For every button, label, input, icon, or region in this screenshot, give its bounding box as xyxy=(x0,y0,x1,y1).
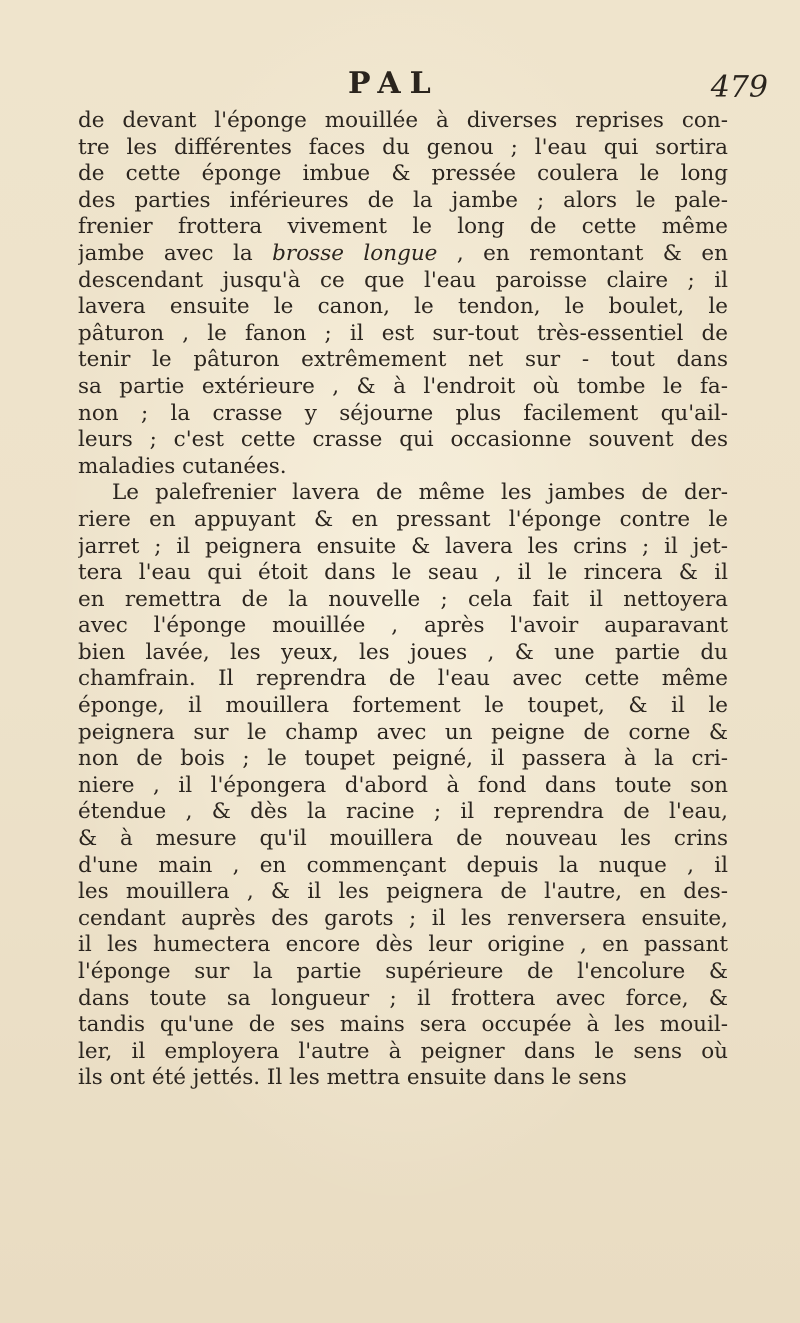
text-line: tre les différentes faces du genou ; l'eau qui sortira xyxy=(78,134,728,160)
page-header xyxy=(0,62,800,110)
text-line: dans toute sa longueur ; il frottera avec force, & xyxy=(78,985,728,1011)
text-line: en remettra de la nouvelle ; cela fait il nettoyera xyxy=(78,586,728,612)
text-line: avec l'éponge mouillée , après l'avoir auparavant xyxy=(78,613,728,639)
text-line: éponge, il mouillera fortement le toupet, & il le xyxy=(78,693,728,719)
text-line: jambe avec la brosse longue , en remontant & en xyxy=(78,240,728,266)
text-line: étendue , & dès la racine ; il reprendra de l'eau, xyxy=(78,799,728,825)
text-line: d'une main , en commençant depuis la nuque , il xyxy=(78,852,728,878)
text-line: peignera sur le champ avec un peigne de corne & xyxy=(78,719,728,745)
text-line: chamfrain. Il reprendra de l'eau avec cette même xyxy=(78,666,728,692)
text-line: les mouillera , & il les peignera de l'autre, en des- xyxy=(78,879,728,905)
text-line: Le palefrenier lavera de même les jambes de der- xyxy=(112,480,728,506)
text-line: descendant jusqu'à ce que l'eau paroisse claire ; il xyxy=(78,267,728,293)
text-line: tenir le pâturon extrêmement net sur - tout dans xyxy=(78,347,728,373)
text-line: leurs ; c'est cette crasse qui occasionne souvent des xyxy=(78,427,728,453)
text-line: jarret ; il peignera ensuite & lavera les crins ; il jet- xyxy=(78,533,728,559)
text-line: pâturon , le fanon ; il est sur-tout très-essentiel de xyxy=(78,320,728,346)
text-line: non de bois ; le toupet peigné, il passera à la cri- xyxy=(78,746,728,772)
text-line: ler, il employera l'autre à peigner dans le sens où xyxy=(78,1038,728,1064)
page-number: 479 xyxy=(710,70,768,105)
text-line: de cette éponge imbue & pressée coulera le long xyxy=(78,161,728,187)
body-text xyxy=(78,108,728,1092)
text-line: sa partie extérieure , & à l'endroit où tombe le fa- xyxy=(78,373,728,399)
text-line: niere , il l'épongera d'abord à fond dans toute son xyxy=(78,772,728,798)
text-line: frenier frottera vivement le long de cette même xyxy=(78,214,728,240)
text-line: cendant auprès des garots ; il les renversera ensuite, xyxy=(78,905,728,931)
text-line: de devant l'éponge mouillée à diverses reprises con- xyxy=(78,108,728,133)
text-line: tera l'eau qui étoit dans le seau , il le rincera & il xyxy=(78,560,728,586)
italic-term: brosse longue xyxy=(272,240,438,266)
text-line: maladies cutanées. xyxy=(78,453,287,479)
text-line: non ; la crasse y séjourne plus facilement qu'ail- xyxy=(78,400,728,426)
text-line: bien lavée, les yeux, les joues , & une partie du xyxy=(78,639,728,665)
text-line: des parties inférieures de la jambe ; alors le pale- xyxy=(78,187,728,213)
text-line: tandis qu'une de ses mains sera occupée à les mouil- xyxy=(78,1012,728,1038)
text-line: & à mesure qu'il mouillera de nouveau les crins xyxy=(78,826,728,852)
text-line: ils ont été jettés. Il les mettra ensuite dans le sens xyxy=(78,1065,627,1091)
text-line: lavera ensuite le canon, le tendon, le boulet, le xyxy=(78,294,728,320)
text-line: riere en appuyant & en pressant l'éponge contre le xyxy=(78,506,728,532)
text-line: il les humectera encore dès leur origine , en passant xyxy=(78,932,728,958)
running-head: PAL xyxy=(348,66,440,101)
text-line: l'éponge sur la partie supérieure de l'encolure & xyxy=(78,959,728,984)
